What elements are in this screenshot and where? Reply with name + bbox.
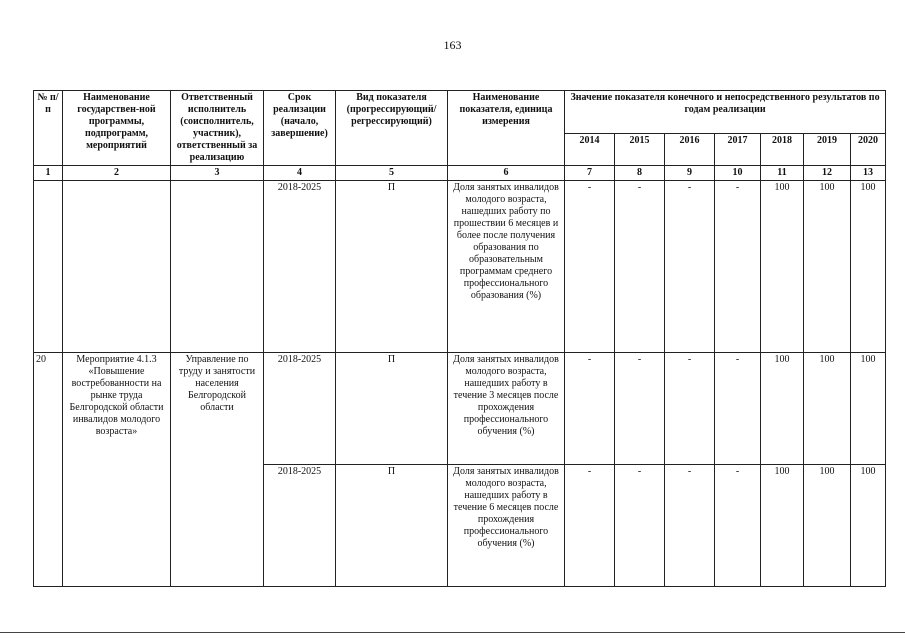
row-value: - bbox=[565, 465, 615, 587]
row-executor bbox=[171, 181, 264, 353]
column-number: 9 bbox=[665, 166, 715, 181]
header-year: 2019 bbox=[804, 134, 851, 166]
column-number: 2 bbox=[63, 166, 171, 181]
row-num: 20 bbox=[34, 353, 63, 587]
header-year: 2015 bbox=[615, 134, 665, 166]
column-number: 12 bbox=[804, 166, 851, 181]
header-year: 2014 bbox=[565, 134, 615, 166]
row-indicator: Доля занятых инвалидов молодого возраста, нашедших работу по прошествии 6 месяцев и более после получения образования по образовательным программам среднего профессионального образования (%) bbox=[448, 181, 565, 353]
row-indicator: Доля занятых инвалидов молодого возраста, нашедших работу в течение 3 месяцев после прохождения профессионального обучения (%) bbox=[448, 353, 565, 465]
row-period: 2018-2025 bbox=[264, 181, 336, 353]
page-number: 163 bbox=[443, 38, 462, 52]
row-value: - bbox=[665, 465, 715, 587]
page-edge-line bbox=[0, 632, 905, 633]
row-indicator: Доля занятых инвалидов молодого возраста, нашедших работу в течение 6 месяцев после прохождения профессионального обучения (%) bbox=[448, 465, 565, 587]
column-number: 6 bbox=[448, 166, 565, 181]
row-period: 2018-2025 bbox=[264, 465, 336, 587]
row-value: 100 bbox=[761, 353, 804, 465]
table-row bbox=[34, 353, 886, 465]
header-num: № п/п bbox=[34, 91, 63, 166]
column-number: 5 bbox=[336, 166, 448, 181]
row-value: 100 bbox=[761, 465, 804, 587]
row-kind: П bbox=[336, 353, 448, 465]
row-value: 100 bbox=[851, 465, 886, 587]
row-value: - bbox=[615, 353, 665, 465]
column-number: 11 bbox=[761, 166, 804, 181]
row-value: - bbox=[665, 181, 715, 353]
row-value: - bbox=[715, 465, 761, 587]
row-value: 100 bbox=[804, 353, 851, 465]
row-value: 100 bbox=[851, 181, 886, 353]
column-number: 3 bbox=[171, 166, 264, 181]
row-value: - bbox=[715, 181, 761, 353]
header-indicator: Наименование показателя, единица измерения bbox=[448, 91, 565, 166]
row-value: 100 bbox=[804, 181, 851, 353]
row-kind: П bbox=[336, 465, 448, 587]
header-year: 2020 bbox=[851, 134, 886, 166]
row-executor: Управление по труду и занятости населения Белгородской области bbox=[171, 353, 264, 587]
row-value: 100 bbox=[851, 353, 886, 465]
indicators-table bbox=[33, 90, 886, 587]
row-period: 2018-2025 bbox=[264, 353, 336, 465]
header-year: 2016 bbox=[665, 134, 715, 166]
row-value: 100 bbox=[804, 465, 851, 587]
column-number: 13 bbox=[851, 166, 886, 181]
column-number: 4 bbox=[264, 166, 336, 181]
header-program: Наименование государствен-ной программы, подпрограмм, мероприятий bbox=[63, 91, 171, 166]
row-kind: П bbox=[336, 181, 448, 353]
header-kind: Вид показателя (прогрессирующий/ регрессирующий) bbox=[336, 91, 448, 166]
row-value: 100 bbox=[761, 181, 804, 353]
row-value: - bbox=[565, 353, 615, 465]
column-number: 10 bbox=[715, 166, 761, 181]
header-period: Срок реализации (начало, завершение) bbox=[264, 91, 336, 166]
header-year: 2018 bbox=[761, 134, 804, 166]
row-value: - bbox=[615, 465, 665, 587]
header-values: Значение показателя конечного и непосредственного результатов по годам реализации bbox=[565, 91, 886, 134]
row-value: - bbox=[715, 353, 761, 465]
column-number: 8 bbox=[615, 166, 665, 181]
row-value: - bbox=[615, 181, 665, 353]
row-program: Мероприятие 4.1.3 «Повышение востребованности на рынке труда Белгородской области инвалидов молодого возраста» bbox=[63, 353, 171, 587]
header-year: 2017 bbox=[715, 134, 761, 166]
column-number: 1 bbox=[34, 166, 63, 181]
table-row bbox=[34, 181, 886, 353]
row-program bbox=[63, 181, 171, 353]
row-value: - bbox=[565, 181, 615, 353]
row-value: - bbox=[665, 353, 715, 465]
column-number: 7 bbox=[565, 166, 615, 181]
header-executor: Ответственный исполнитель (соисполнитель, участник), ответственный за реализацию bbox=[171, 91, 264, 166]
row-num bbox=[34, 181, 63, 353]
